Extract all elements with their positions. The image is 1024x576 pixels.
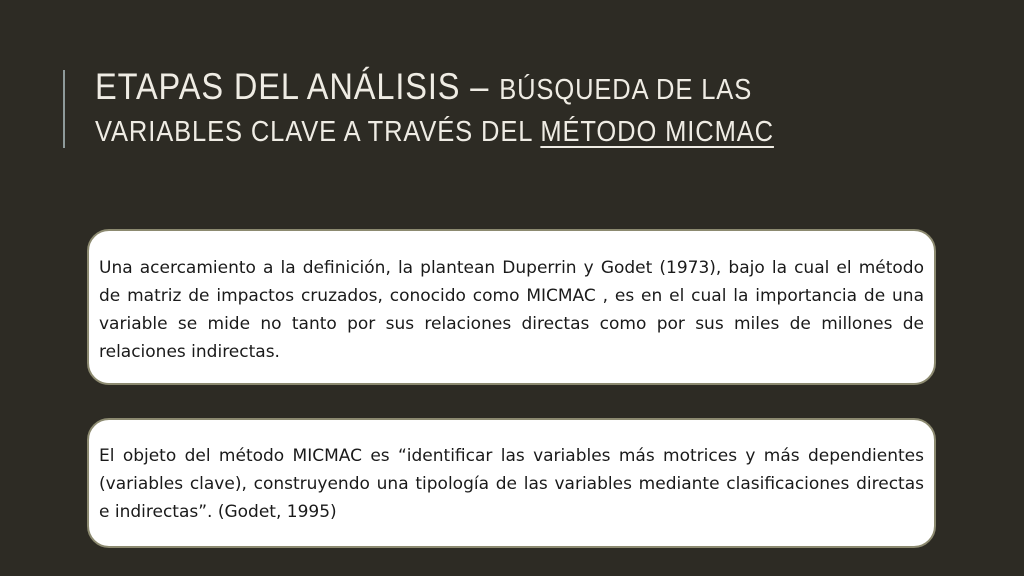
title-accent-bar [63, 70, 65, 148]
definition-paragraph: Una acercamiento a la definición, la plantean Duperrin y Godet (1973), bajo la cual el método de matriz de impactos cruzados, conocido como MICMAC , es en el cual la importancia de una variable se mide no tanto por sus relaciones directas como por sus miles de millones de relaciones indirectas. [99, 258, 924, 362]
title-sub-text: BÚSQUEDA DE LAS [499, 74, 753, 106]
slide-title [95, 66, 887, 153]
title-line-1 [95, 66, 887, 111]
title-line-2 [95, 111, 887, 153]
title-method-link[interactable]: MÉTODO MICMAC [540, 116, 774, 148]
title-main-text: ETAPAS DEL ANÁLISIS – [95, 66, 500, 107]
objective-box [87, 418, 936, 548]
definition-box [87, 229, 936, 385]
objective-paragraph: El objeto del método MICMAC es “identificar las variables más motrices y más dependientes (variables clave), construyendo una tipología de las variables mediante clasificaciones directas e indirectas”. (Godet, 1995) [99, 446, 924, 522]
title-line2-text: VARIABLES CLAVE A TRAVÉS DEL [95, 116, 541, 148]
